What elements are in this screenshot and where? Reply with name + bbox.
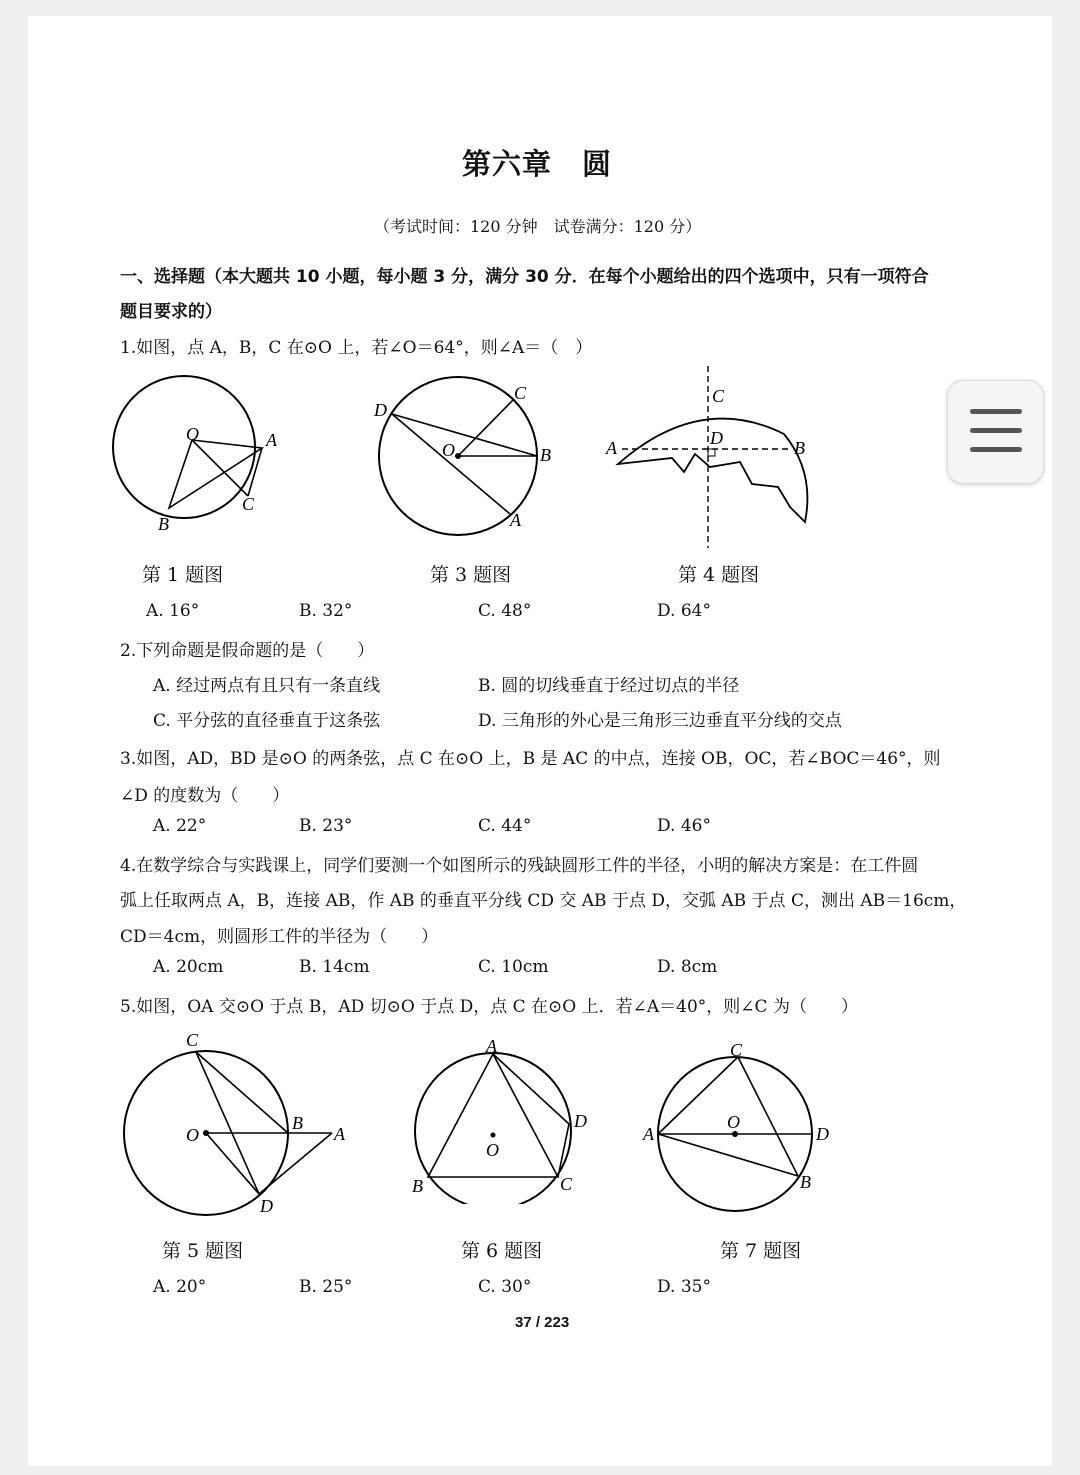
fig3-label-B: B — [540, 445, 551, 465]
figure-6-caption: 第 6 题图 — [461, 1240, 543, 1262]
figure-1-caption: 第 1 题图 — [142, 564, 224, 586]
fig4-label-A: A — [606, 438, 617, 458]
question-4-line1: 4.在数学综合与实践课上，同学们要测一个如图所示的残缺圆形工件的半径，小明的解决方案是：在工件圆 — [120, 856, 919, 876]
fig1-label-A: A — [266, 430, 277, 450]
q2-option-c: C. 平分弦的直径垂直于这条弦 — [153, 711, 381, 731]
figure-5-diagram — [116, 1026, 356, 1221]
page-number: 37 / 223 — [515, 1314, 570, 1331]
q2-option-b: B. 圆的切线垂直于经过切点的半径 — [478, 676, 740, 696]
fig6-label-C: C — [560, 1174, 573, 1194]
q5-option-b: B. 25° — [299, 1277, 353, 1297]
fig4-label-D: D — [710, 428, 723, 448]
fig3-label-C: C — [514, 383, 527, 403]
figure-5-caption: 第 5 题图 — [162, 1240, 244, 1262]
question-5-text: 5.如图，OA 交⊙O 于点 B，AD 切⊙O 于点 D，点 C 在⊙O 上．若∠A＝40°，则∠C 为（ ） — [120, 997, 858, 1017]
q5-option-d: D. 35° — [657, 1277, 711, 1297]
fig5-label-O: O — [186, 1125, 199, 1145]
fig7-label-C: C — [730, 1040, 743, 1060]
fig6-label-A: A — [486, 1036, 497, 1056]
q5-option-a: A. 20° — [153, 1277, 207, 1297]
fig5-label-C: C — [186, 1030, 199, 1050]
fig6-circle — [415, 1053, 571, 1204]
fig7-label-A: A — [643, 1124, 654, 1144]
q1-option-d: D. 64° — [657, 601, 711, 621]
figure-4-diagram — [600, 362, 820, 552]
q3-option-b: B. 23° — [299, 816, 353, 836]
q2-option-d: D. 三角形的外心是三角形三边垂直平分线的交点 — [478, 711, 842, 731]
question-3-line2: ∠D 的度数为（ ） — [120, 786, 290, 806]
figure-3-diagram — [368, 376, 568, 541]
section-heading-line1: 一、选择题（本大题共 10 小题，每小题 3 分，满分 30 分．在每个小题给出的四个选项中，只有一项符合 — [120, 267, 929, 287]
figure-7-caption: 第 7 题图 — [720, 1240, 802, 1262]
fig7-label-B: B — [800, 1172, 811, 1192]
figure-4-caption: 第 4 题图 — [678, 564, 760, 586]
fig5-label-B: B — [292, 1113, 303, 1133]
q3-option-c: C. 44° — [478, 816, 532, 836]
question-4-line3: CD＝4cm，则圆形工件的半径为（ ） — [120, 927, 439, 947]
fig6-label-B: B — [412, 1176, 423, 1196]
hamburger-menu-button[interactable] — [947, 380, 1044, 484]
chapter-title: 第六章 圆 — [462, 147, 613, 181]
q1-option-a: A. 16° — [146, 601, 200, 621]
question-1-text: 1.如图，点 A，B，C 在⊙O 上，若∠O＝64°，则∠A＝（ ） — [120, 338, 593, 358]
fig6-label-O: O — [486, 1140, 499, 1160]
fig7-label-O: O — [727, 1112, 740, 1132]
figure-1-diagram — [112, 368, 282, 538]
q4-option-b: B. 14cm — [299, 957, 370, 977]
figure-7-diagram — [640, 1036, 840, 1216]
fig3-label-O: O — [442, 440, 455, 460]
q2-option-a: A. 经过两点有且只有一条直线 — [153, 676, 381, 696]
q3-option-d: D. 46° — [657, 816, 711, 836]
fig6-label-D: D — [574, 1111, 587, 1131]
question-3-line1: 3.如图，AD，BD 是⊙O 的两条弦，点 C 在⊙O 上，B 是 AC 的中点，连接 OB，OC，若∠BOC＝46°，则 — [120, 749, 941, 769]
fig5-label-D: D — [260, 1196, 273, 1216]
question-2-text: 2.下列命题是假命题的是（ ） — [120, 641, 375, 661]
fig1-circle — [113, 376, 255, 518]
fig1-label-B: B — [158, 514, 169, 534]
q3-option-a: A. 22° — [153, 816, 207, 836]
q4-option-a: A. 20cm — [153, 957, 224, 977]
question-4-line2: 弧上任取两点 A，B，连接 AB，作 AB 的垂直平分线 CD 交 AB 于点 D，交弧 AB 于点 C，测出 AB＝16cm， — [120, 891, 967, 911]
q4-option-c: C. 10cm — [478, 957, 549, 977]
fig3-label-A: A — [510, 510, 521, 530]
figure-6-diagram — [408, 1034, 598, 1204]
q1-option-b: B. 32° — [299, 601, 353, 621]
fig3-label-D: D — [374, 400, 387, 420]
q5-option-c: C. 30° — [478, 1277, 532, 1297]
fig5-label-A: A — [334, 1124, 345, 1144]
fig1-label-O: O — [186, 424, 199, 444]
q4-option-d: D. 8cm — [657, 957, 718, 977]
figure-3-caption: 第 3 题图 — [430, 564, 512, 586]
fig1-label-C: C — [242, 494, 255, 514]
exam-info: （考试时间：120 分钟 试卷满分：120 分） — [374, 217, 702, 236]
fig4-label-B: B — [794, 438, 805, 458]
section-heading-line2: 题目要求的） — [120, 302, 222, 322]
q1-option-c: C. 48° — [478, 601, 532, 621]
fig4-label-C: C — [712, 386, 725, 406]
fig7-label-D: D — [816, 1124, 829, 1144]
